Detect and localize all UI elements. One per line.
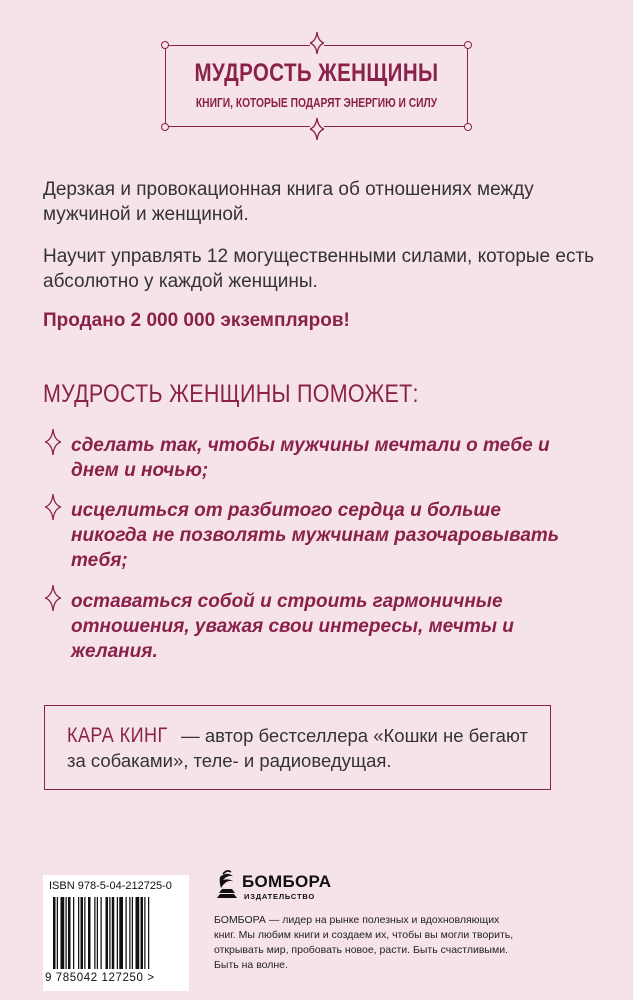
series-subtitle: КНИГИ, КОТОРЫЕ ПОДАРЯТ ЭНЕРГИЮ И СИЛУ — [195, 96, 438, 110]
isbn-number: ISBN 978-5-04-212725-0 — [49, 880, 172, 892]
series-frame — [165, 45, 468, 127]
series-title: МУДРОСТЬ ЖЕНЩИНЫ — [194, 59, 439, 87]
author-bio: — автор бестселлера «Кошки не бегают за собаками», теле- и радиоведущая. — [67, 725, 528, 771]
bombora-logo-icon — [214, 868, 240, 902]
author-description — [67, 723, 537, 773]
frame-corner-ornament — [464, 123, 472, 131]
barcode-icon — [49, 897, 185, 971]
sparkle-icon — [310, 118, 324, 140]
barcode-block — [43, 875, 189, 991]
intro-paragraph-1: Дерзкая и провокационная книга об отношениях между мужчиной и женщиной. — [43, 179, 534, 225]
publisher-logo-name: БОМБОРА — [242, 872, 332, 891]
frame-corner-ornament — [464, 41, 472, 49]
author-box — [44, 705, 551, 790]
sparkle-icon — [310, 32, 324, 54]
author-name: КАРА КИНГ — [67, 724, 168, 747]
frame-corner-ornament — [161, 123, 169, 131]
benefit-text: оставаться собой и строить гармоничные отношения, уважая свои интересы, мечты и желания. — [71, 591, 514, 662]
publisher-blurb: БОМБОРА — лидер на рынке полезных и вдохновляющих книг. Мы любим книги и создаем их, чтобы вы могли творить, открывать мир, пробовать новое, расти. Быть счастливыми. Быть на волне. — [214, 914, 514, 971]
frame-corner-ornament — [161, 41, 169, 49]
sparkle-icon — [45, 585, 61, 611]
sales-claim: Продано 2 000 000 экземпляров! — [43, 310, 350, 331]
benefit-text: исцелиться от разбитого сердца и больше никогда не позволять мужчинам разочаровывать тебя; — [71, 500, 560, 571]
helps-heading: МУДРОСТЬ ЖЕНЩИНЫ ПОМОЖЕТ: — [43, 380, 419, 408]
benefit-text: сделать так, чтобы мужчины мечтали о тебе и днем и ночью; — [71, 435, 550, 481]
sparkle-icon — [45, 494, 61, 520]
barcode-digits: 9 785042 127250 > — [45, 972, 155, 984]
publisher-logo-subtitle: ИЗДАТЕЛЬСТВО — [244, 892, 315, 901]
intro-paragraph-2: Научит управлять 12 могущественными силами, которые есть абсолютно у каждой женщины. — [43, 246, 595, 292]
sparkle-icon — [45, 429, 61, 455]
publisher-logo — [214, 866, 344, 906]
